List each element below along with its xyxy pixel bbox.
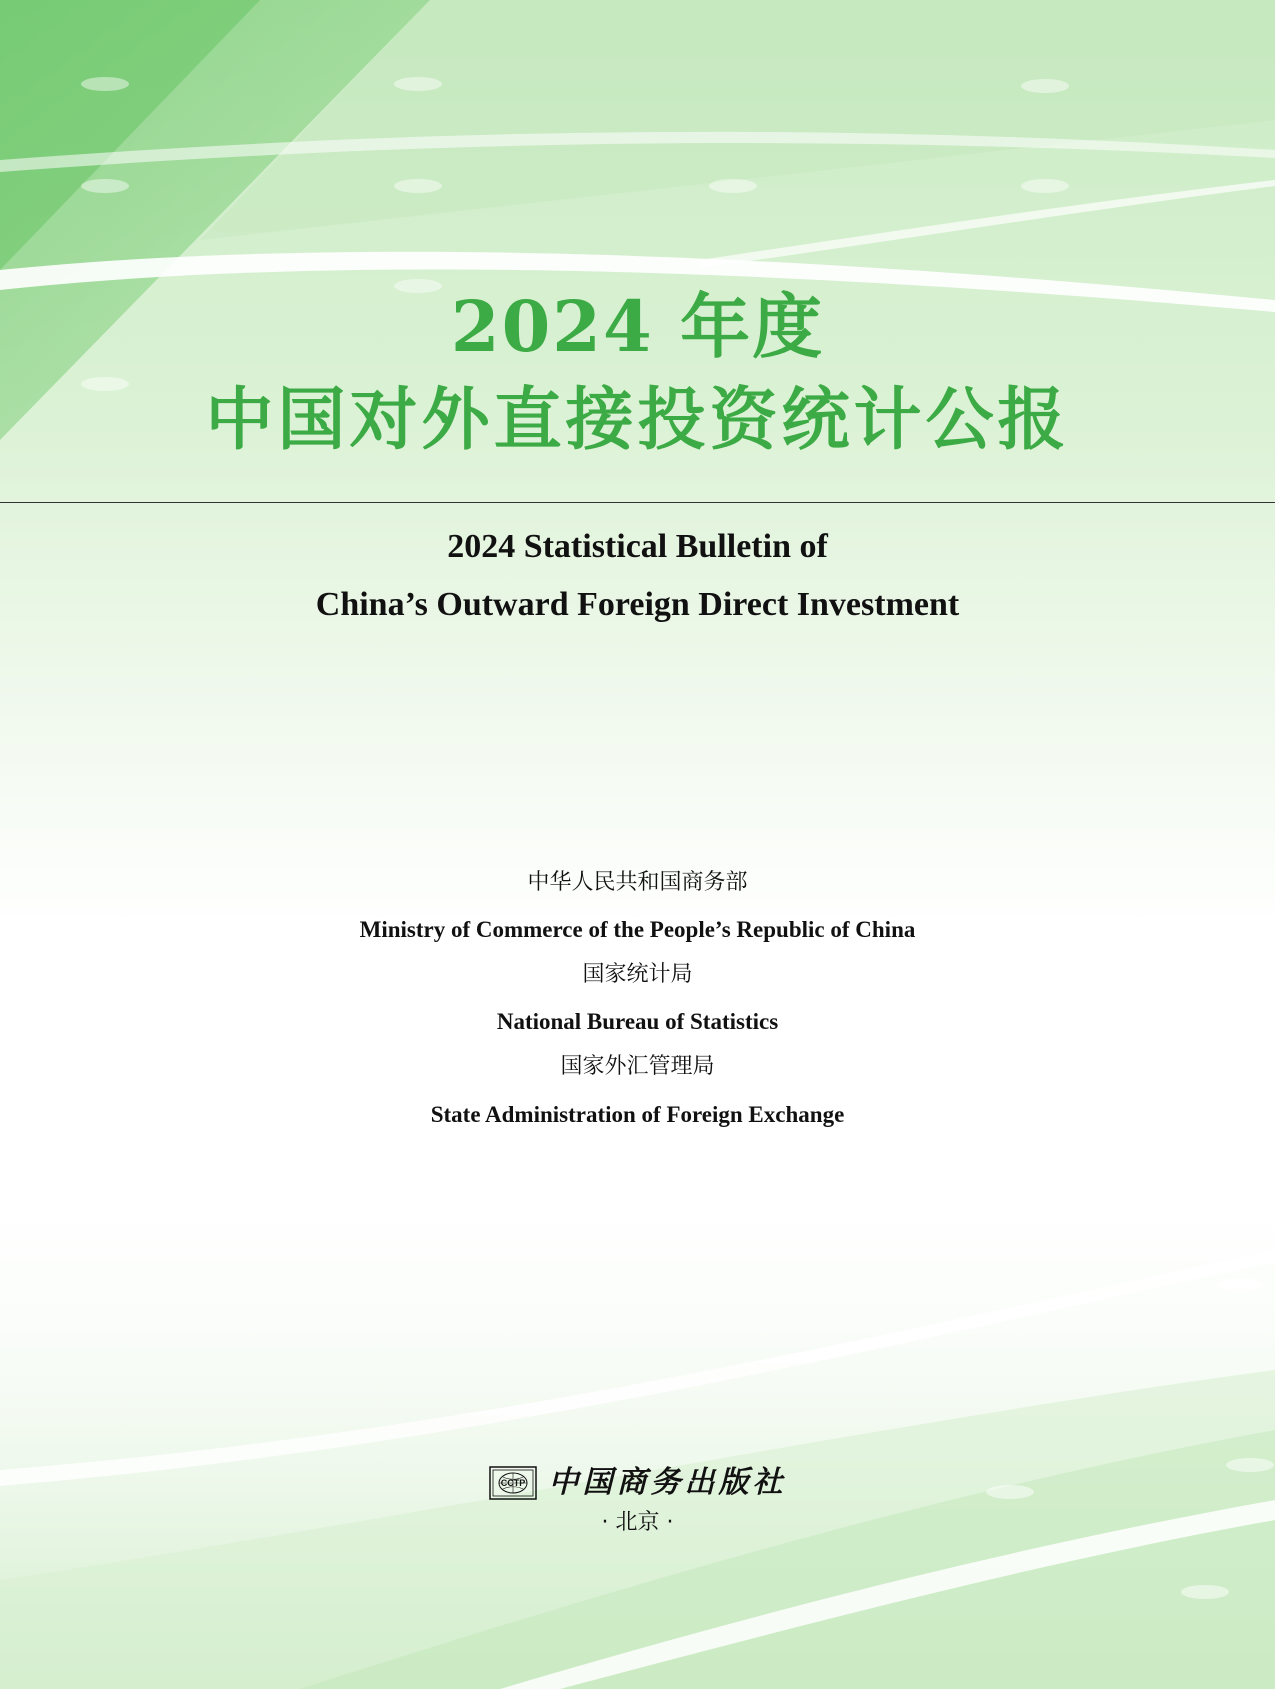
- publisher-logo-icon: [489, 1466, 537, 1500]
- title-divider: [0, 502, 1275, 503]
- org-safe-en: State Administration of Foreign Exchange: [430, 1102, 845, 1127]
- title-english-line1: 2024 Statistical Bulletin of: [447, 528, 828, 565]
- publisher: [0, 1466, 1275, 1500]
- title-english-line2: China’s Outward Foreign Direct Investment: [315, 586, 960, 623]
- org-mofcom-zh: 中华人民共和国商务部: [527, 870, 748, 895]
- title-year: 2024 年度: [450, 285, 825, 368]
- org-nbs-zh: 国家统计局: [582, 962, 693, 987]
- org-nbs-en: National Bureau of Statistics: [496, 1009, 779, 1034]
- org-safe-zh: 国家外汇管理局: [560, 1054, 715, 1079]
- org-mofcom-en: Ministry of Commerce of the People’s Republic of China: [359, 917, 916, 942]
- publisher-logo-text: CCTP: [500, 1478, 525, 1488]
- publisher-name: 中国商务出版社: [548, 1465, 787, 1500]
- publisher-city: · 北京 ·: [601, 1510, 674, 1535]
- title-main-chinese: 中国对外直接投资统计公报: [205, 380, 1070, 460]
